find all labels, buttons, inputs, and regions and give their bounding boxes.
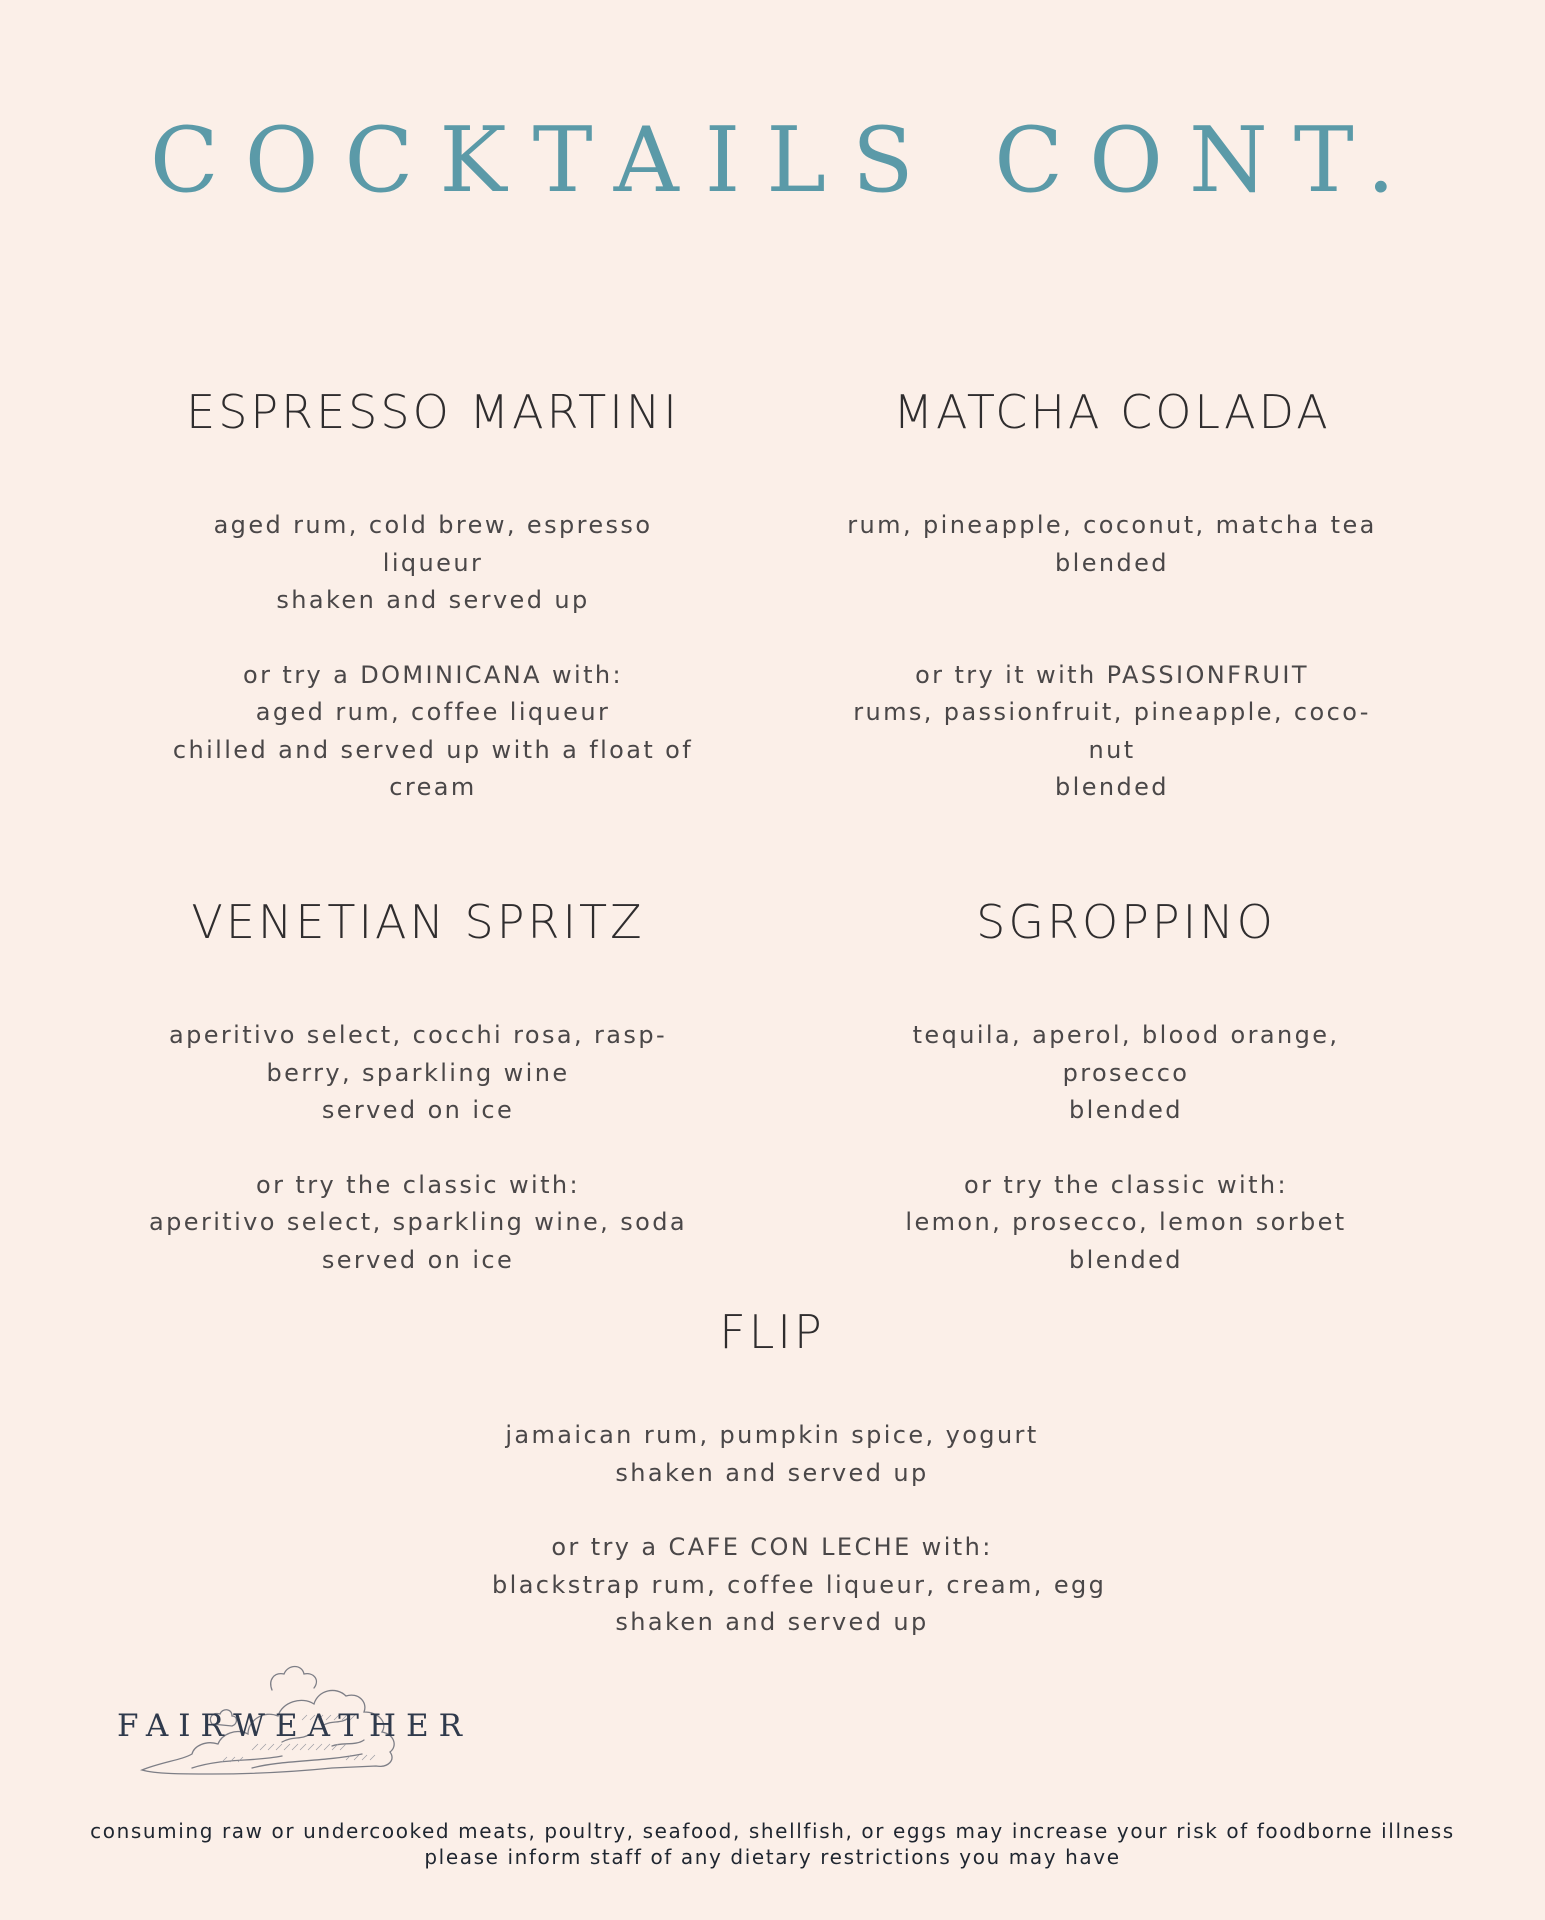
footer-health-notice: consuming raw or undercooked meats, poultry, seafood, shellfish, or eggs may increase your risk of foodborne illness (90, 1819, 1455, 1843)
item-name: ESPRESSO MARTINI (186, 385, 680, 439)
alternative-line: shaken and served up (615, 1608, 929, 1636)
alternative-line: aged rum, coffee liqueur (255, 698, 611, 726)
description-line: blended (1055, 548, 1169, 577)
description-line: jamaican rum, pumpkin spice, yogurt (505, 1421, 1039, 1449)
menu-item-sgroppino (846, 895, 1406, 1279)
description-line: aperitivo select, cocchi rosa, rasp- (168, 1021, 668, 1049)
description-line: berry, sparkling wine (266, 1058, 570, 1087)
alternative-line: lemon, prosecco, lemon sorbet (905, 1208, 1347, 1236)
item-description (492, 1417, 1052, 1492)
description-line: blended (1069, 1096, 1183, 1124)
alternative-line: or try the classic with: (964, 1170, 1288, 1199)
description-line: prosecco (1062, 1058, 1190, 1087)
menu-item-espresso-martini (153, 385, 713, 807)
alternative-line: served on ice (321, 1245, 515, 1274)
alternative-line: or try the classic with: (256, 1170, 580, 1199)
item-alternative (153, 657, 713, 807)
description-line: liqueur (382, 548, 484, 577)
item-alternative (846, 1167, 1406, 1280)
item-alternative (492, 1529, 1107, 1642)
item-name: SGROPPINO (976, 895, 1276, 949)
alternative-line: blackstrap rum, coffee liqueur, cream, egg (492, 1570, 1107, 1599)
alternative-line: or try a CAFE CON LECHE with: (551, 1533, 993, 1561)
item-description (138, 1017, 698, 1130)
description-line: aged rum, cold brew, espresso (213, 511, 653, 539)
alternative-line: blended (1055, 773, 1169, 801)
alternative-line: nut (1088, 735, 1136, 764)
item-name: FLIP (719, 1305, 825, 1359)
alternative-line: chilled and served up with a float of (172, 735, 694, 764)
alternative-line: or try a DOMINICANA with: (243, 660, 623, 689)
alternative-line: cream (389, 773, 477, 801)
description-line: rum, pineapple, coconut, matcha tea (847, 511, 1377, 539)
brand-logo (112, 1650, 472, 1800)
alternative-line: blended (1069, 1245, 1183, 1274)
item-description (153, 507, 713, 620)
description-line: shaken and served up (615, 1458, 929, 1487)
alternative-line: aperitivo select, sparkling wine, soda (149, 1208, 687, 1236)
item-alternative (832, 657, 1392, 807)
footer-dietary-notice: please inform staff of any dietary restrictions you may have (424, 1845, 1121, 1869)
item-description (832, 507, 1392, 620)
item-name: VENETIAN SPRITZ (191, 895, 645, 949)
item-name: MATCHA COLADA (893, 385, 1331, 439)
menu-item-matcha-colada (832, 385, 1392, 807)
item-alternative (138, 1167, 698, 1280)
page-title: COCKTAILS CONT. (149, 108, 1422, 213)
logo-text: FAIRWEATHER (117, 1708, 472, 1744)
description-line: served on ice (321, 1096, 515, 1124)
alternative-line: or try it with PASSIONFRUIT (915, 660, 1309, 689)
menu-item-venetian-spritz (138, 895, 698, 1279)
item-description (846, 1017, 1406, 1130)
menu-item-flip (492, 1305, 1107, 1642)
description-line: shaken and served up (276, 586, 590, 614)
description-line: tequila, aperol, blood orange, (912, 1021, 1340, 1049)
alternative-line: rums, passionfruit, pineapple, coco- (853, 698, 1371, 726)
